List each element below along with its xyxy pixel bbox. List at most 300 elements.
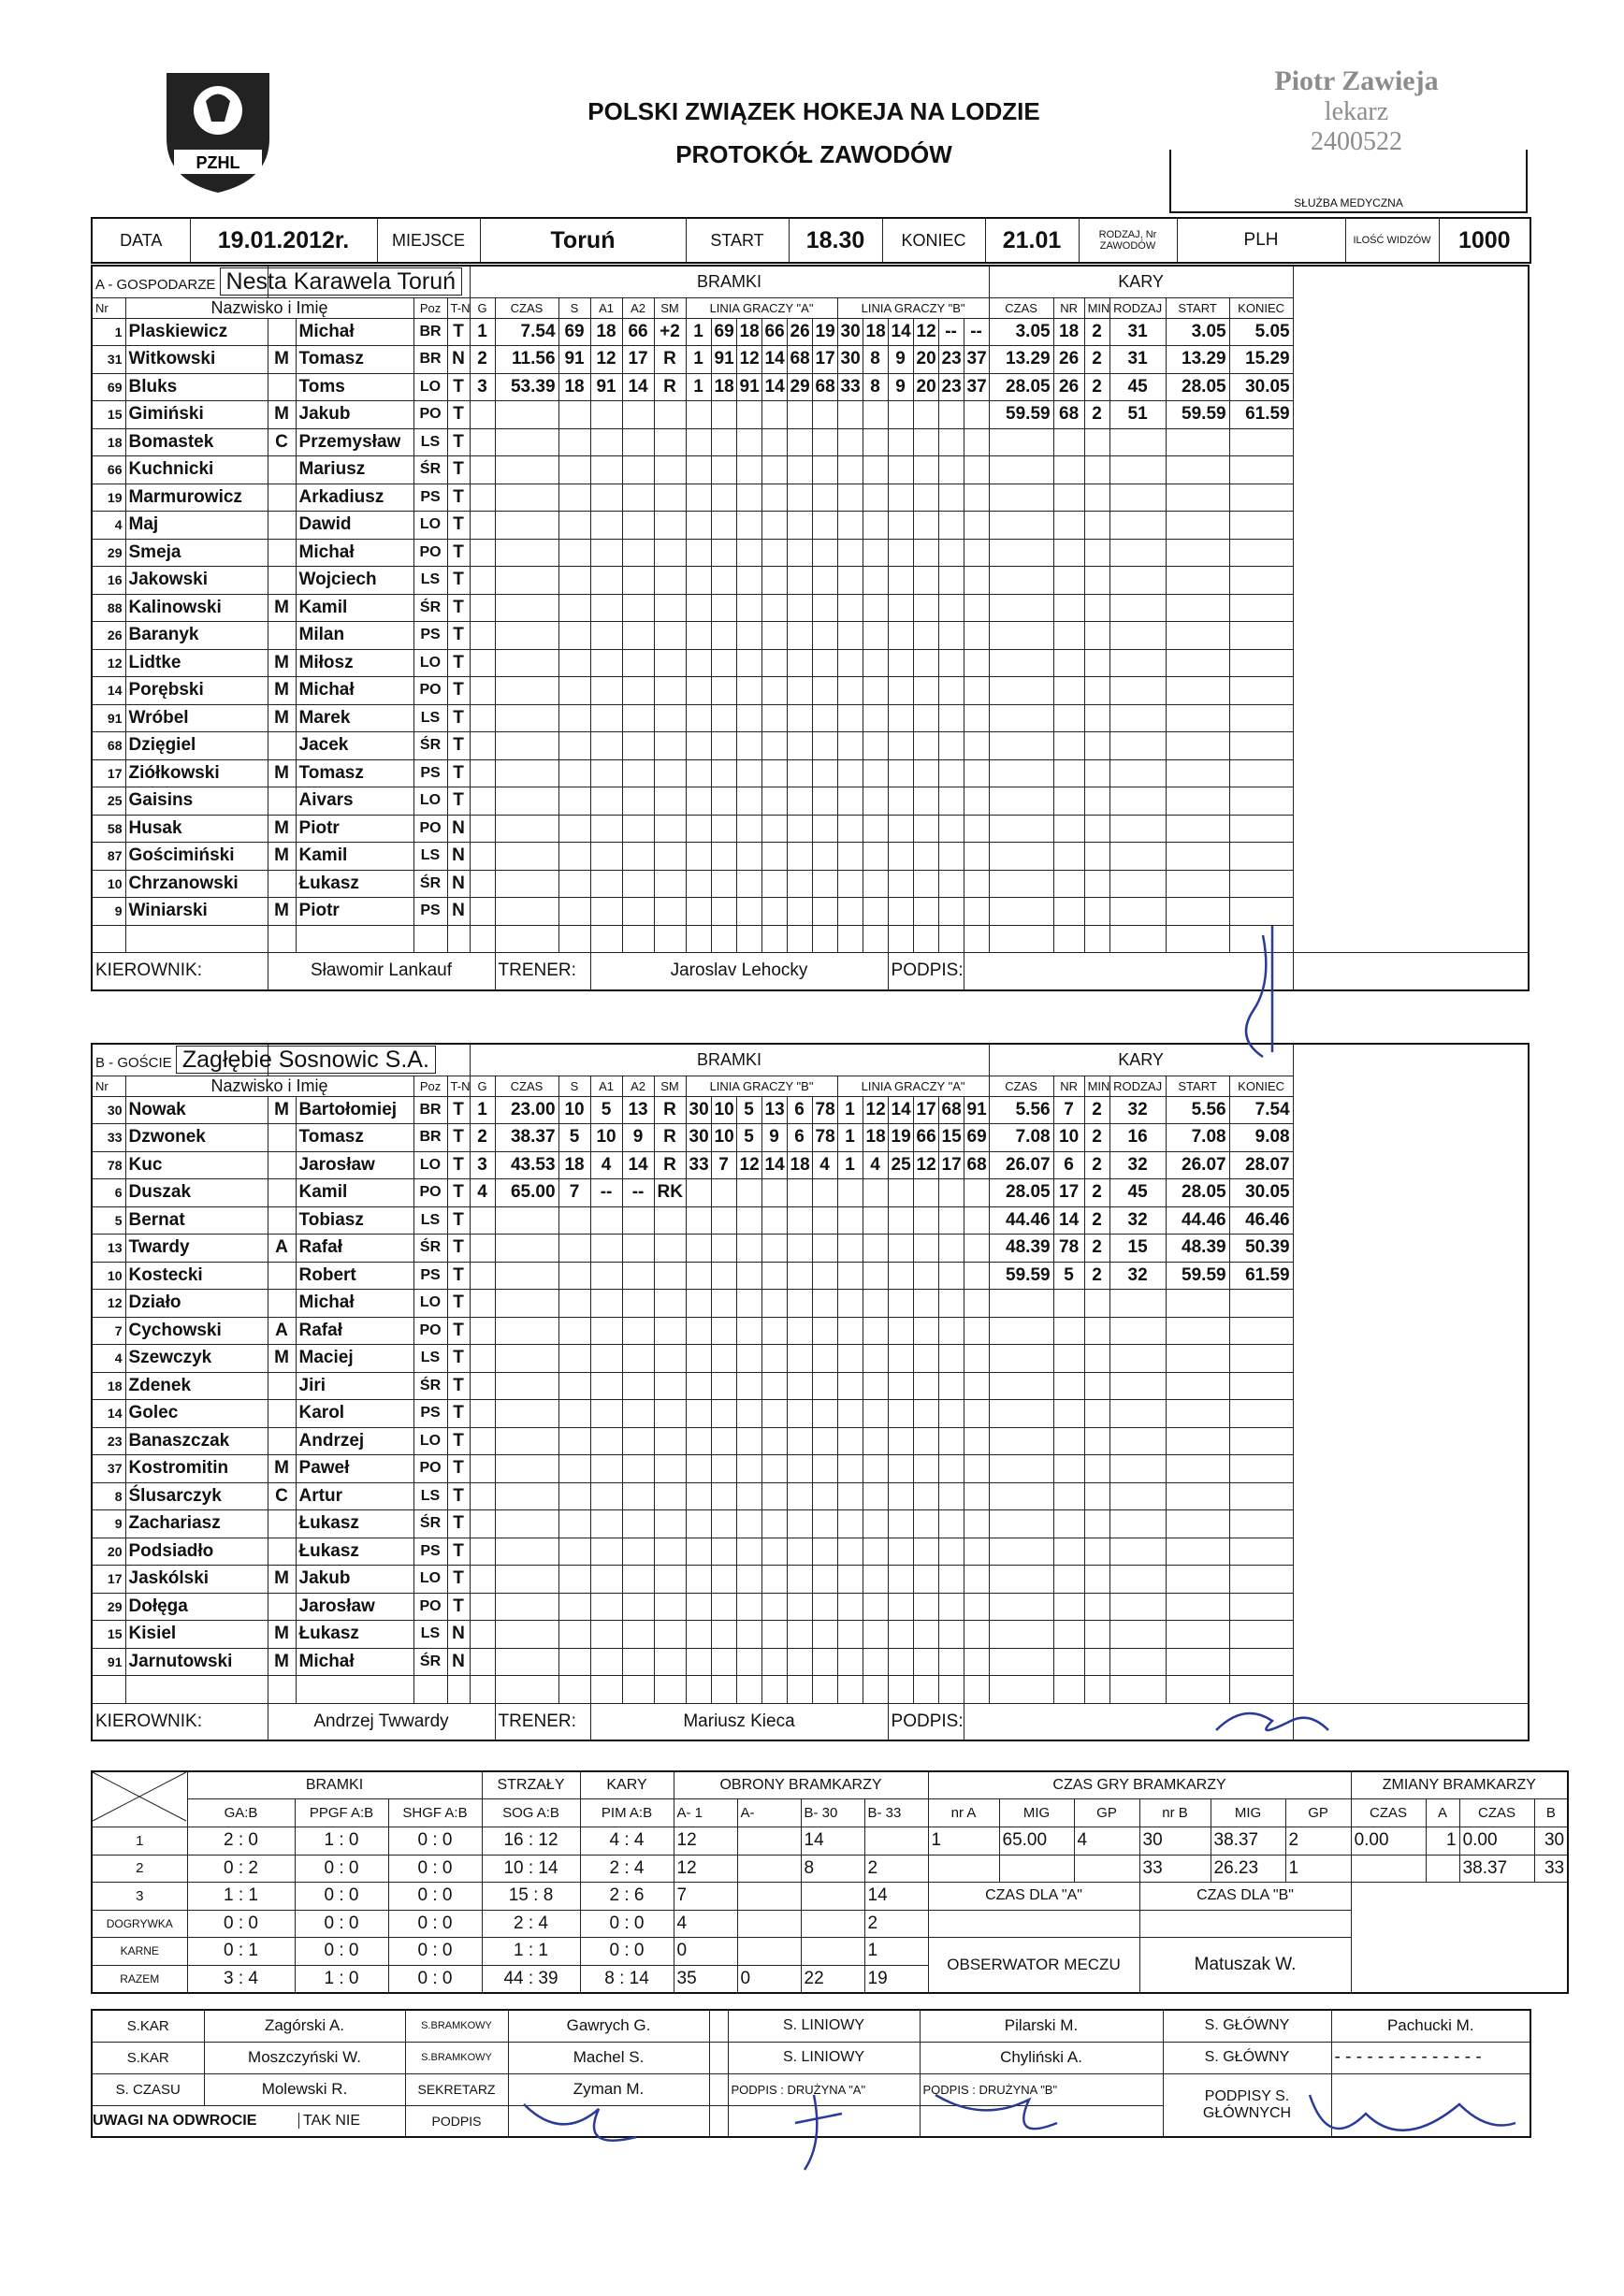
cell: Kamil (296, 1179, 413, 1207)
cell: 18 (787, 1151, 812, 1179)
cell: 8 (92, 1482, 125, 1510)
cell: T (447, 594, 470, 622)
cell: Michał (296, 318, 413, 346)
cell: 5.56 (1166, 1096, 1229, 1124)
cell: BR (413, 1124, 447, 1152)
cell: 68 (938, 1096, 964, 1124)
cell: 17 (913, 1096, 938, 1124)
col-header: A1 (590, 1076, 622, 1096)
time-a-label: CZAS DLA "A" (928, 1883, 1139, 1911)
cell: 48.39 (989, 1235, 1053, 1263)
cell: M (268, 843, 296, 871)
cell: 32 (1109, 1206, 1166, 1235)
cell: 0 : 0 (295, 1883, 388, 1911)
cell: Wojciech (296, 567, 413, 595)
org-name: POLSKI ZWIĄZEK HOKEJA NA LODZIE (587, 97, 1040, 125)
cell: 9 (888, 346, 913, 374)
cell: PS (413, 898, 447, 926)
cell: Twardy (125, 1235, 268, 1263)
cell: 0 : 2 (187, 1855, 295, 1883)
cell: LS (413, 1206, 447, 1235)
col-header: LINIA GRACZY "A" (686, 297, 837, 318)
period-label: RAZEM (92, 1965, 187, 1993)
col-header: GP (1285, 1799, 1351, 1827)
col-header: MIG (1211, 1799, 1285, 1827)
col-header: STRZAŁY (482, 1771, 580, 1799)
cell: 5.05 (1229, 318, 1293, 346)
cell: 2 (1084, 401, 1109, 429)
col-header: MIN (1084, 1076, 1109, 1096)
coach-name: Jaroslav Lehocky (590, 953, 888, 990)
cell: 37 (92, 1455, 125, 1483)
cell: T (447, 456, 470, 484)
cell: 69 (92, 373, 125, 401)
cell: M (268, 594, 296, 622)
cell: LS (413, 567, 447, 595)
cell: 14 (761, 373, 787, 401)
cell: 14 (888, 318, 913, 346)
cell: 15 (92, 1621, 125, 1649)
cell: 29 (92, 539, 125, 567)
cell: LO (413, 649, 447, 677)
cell: ŚR (413, 870, 447, 898)
cell: 10 (92, 870, 125, 898)
cell: M (268, 898, 296, 926)
official-label: S. LINIOWY (728, 2010, 920, 2042)
cell: 31 (92, 346, 125, 374)
coach-name: Mariusz Kieca (590, 1703, 888, 1740)
cell: 14 (1053, 1206, 1084, 1235)
cell: Rafał (296, 1317, 413, 1345)
cell: T (447, 1096, 470, 1124)
cell: 69 (558, 318, 590, 346)
cell: 19 (888, 1124, 913, 1152)
cell: Kuchnicki (125, 456, 268, 484)
col-header: PIM A:B (580, 1799, 674, 1827)
cell: LO (413, 1151, 447, 1179)
cell: LO (413, 1566, 447, 1594)
cell: Husak (125, 815, 268, 843)
cell: 18 (736, 318, 761, 346)
cell: Kostecki (125, 1262, 268, 1290)
cell: T (447, 1538, 470, 1566)
cell: C (268, 428, 296, 456)
signature-label: PODPIS: (888, 953, 964, 990)
cell: N (447, 843, 470, 871)
cell: 6 (1053, 1151, 1084, 1179)
cell: ŚR (413, 1510, 447, 1538)
cell: T (447, 1400, 470, 1428)
cell: 14 (622, 1151, 654, 1179)
official-name: Molewski R. (204, 2073, 405, 2105)
cell: A (268, 1235, 296, 1263)
cell: M (268, 1096, 296, 1124)
cell: 10 : 14 (482, 1855, 580, 1883)
cell: 18 (558, 373, 590, 401)
cell: 38.37 (495, 1124, 558, 1152)
cell: 17 (938, 1151, 964, 1179)
cell: Kamil (296, 843, 413, 871)
cell: 18 (590, 318, 622, 346)
cell: 10 (92, 1262, 125, 1290)
cell: 8 (863, 373, 888, 401)
cell: N (447, 1621, 470, 1649)
cell: 16 (1109, 1124, 1166, 1152)
col-header: G (470, 1076, 495, 1096)
cell: 8 : 14 (580, 1965, 674, 1993)
col-header: S (558, 297, 590, 318)
cell: T (447, 1179, 470, 1207)
col-header: ZMIANY BRAMKARZY (1351, 1771, 1568, 1799)
cell: 91 (558, 346, 590, 374)
cell: LO (413, 787, 447, 816)
cell: 78 (812, 1096, 837, 1124)
cell: 16 : 12 (482, 1827, 580, 1856)
cell: Kalinowski (125, 594, 268, 622)
cell: Ziółkowski (125, 759, 268, 787)
cell: 68 (964, 1151, 989, 1179)
cell: 7 (92, 1317, 125, 1345)
cell: Maj (125, 512, 268, 540)
cell: 6 (787, 1124, 812, 1152)
svg-text:PZHL: PZHL (196, 153, 240, 172)
cell: 4 (1074, 1827, 1139, 1856)
cell: 68 (787, 346, 812, 374)
goals-header: BRAMKI (470, 1044, 989, 1076)
cell: 4 (470, 1179, 495, 1207)
cell: 5 (590, 1096, 622, 1124)
cell: BR (413, 1096, 447, 1124)
official-label: S.BRAMKOWY (405, 2010, 508, 2042)
cell: Tomasz (296, 346, 413, 374)
cell: Kamil (296, 594, 413, 622)
cell: 38.37 (1211, 1827, 1285, 1856)
cell: 66 (761, 318, 787, 346)
cell: T (447, 1262, 470, 1290)
cell: 2 : 6 (580, 1883, 674, 1911)
cell: ŚR (413, 1372, 447, 1400)
cell: 91 (736, 373, 761, 401)
cell: 0 : 0 (388, 1965, 482, 1993)
cell: N (447, 346, 470, 374)
cell: 18 (92, 428, 125, 456)
col-header: CZAS GRY BRAMKARZY (928, 1771, 1351, 1799)
cell: 7 (674, 1883, 737, 1911)
cell: Łukasz (296, 1510, 413, 1538)
cell: Duszak (125, 1179, 268, 1207)
cell: ŚR (413, 456, 447, 484)
cell: LO (413, 1290, 447, 1318)
cell: Toms (296, 373, 413, 401)
cell: 9 (622, 1124, 654, 1152)
official-label: S.KAR (92, 2010, 204, 2042)
cell: 14 (864, 1883, 928, 1911)
period-label: 3 (92, 1883, 187, 1911)
cell: 1 : 1 (187, 1883, 295, 1911)
cell: 4 (863, 1151, 888, 1179)
cell: N (447, 1648, 470, 1676)
cell: 3.05 (989, 318, 1053, 346)
col-header: CZAS (495, 1076, 558, 1096)
cell: Milan (296, 622, 413, 650)
cell: 30 (1534, 1827, 1568, 1856)
col-header: BRAMKI (187, 1771, 482, 1799)
cell: 7.08 (1166, 1124, 1229, 1152)
cell: 88 (92, 594, 125, 622)
cell: 37 (964, 346, 989, 374)
cell: T (447, 704, 470, 732)
cell: 0 : 0 (388, 1827, 482, 1856)
manager-name: Sławomir Lankauf (268, 953, 495, 990)
cell: 25 (888, 1151, 913, 1179)
cell: 18 (863, 318, 888, 346)
cell: 1 (686, 318, 711, 346)
cell: 9 (92, 898, 125, 926)
cell: 23.00 (495, 1096, 558, 1124)
cell: M (268, 649, 296, 677)
cell: 1 : 0 (295, 1827, 388, 1856)
cell: 1 (837, 1151, 863, 1179)
cell: T (447, 1510, 470, 1538)
cell: 4 : 4 (580, 1827, 674, 1856)
cell: 5 (736, 1124, 761, 1152)
cell: 0 : 0 (187, 1910, 295, 1938)
cell: M (268, 1621, 296, 1649)
official-label: S. GŁÓWNY (1163, 2010, 1331, 2042)
cell: Nowak (125, 1096, 268, 1124)
cell: T (447, 1151, 470, 1179)
cell: 7 (1053, 1096, 1084, 1124)
cell: M (268, 1345, 296, 1373)
cell: PS (413, 484, 447, 512)
cell: 26 (787, 318, 812, 346)
cell: 59.59 (1166, 401, 1229, 429)
cell: R (654, 1096, 686, 1124)
col-header: T-N (447, 297, 470, 318)
cell: 14 (761, 346, 787, 374)
col-header: Nr (92, 1076, 125, 1096)
cell: 0 : 0 (388, 1883, 482, 1911)
cell: 26 (1053, 346, 1084, 374)
cell: Jarnutowski (125, 1648, 268, 1676)
cell: 26 (1053, 373, 1084, 401)
cell: 0 : 0 (388, 1855, 482, 1883)
col-header: CZAS (989, 297, 1053, 318)
cell: Działo (125, 1290, 268, 1318)
col-header: Nazwisko i Imię (125, 297, 413, 318)
cell: 9 (92, 1510, 125, 1538)
official-name: Zagórski A. (204, 2010, 405, 2042)
cell: Smeja (125, 539, 268, 567)
cell: 1 (92, 318, 125, 346)
cell: 4 (674, 1910, 737, 1938)
penalties-header: KARY (989, 1044, 1293, 1076)
cell: 2 (864, 1910, 928, 1938)
col-header: A- (737, 1799, 801, 1827)
cell: 2 (1084, 318, 1109, 346)
cell: M (268, 815, 296, 843)
cell: Jakowski (125, 567, 268, 595)
manager-label: KIEROWNIK: (92, 1703, 268, 1740)
remarks-choice: TAK NIE (298, 2113, 360, 2129)
cell: 1 (686, 346, 711, 374)
col-header: LINIA GRACZY "A" (837, 1076, 989, 1096)
cell: 4 (92, 512, 125, 540)
col-header: START (1166, 1076, 1229, 1096)
cell: PO (413, 1317, 447, 1345)
cell: 0 (737, 1965, 801, 1993)
cell: 53.39 (495, 373, 558, 401)
cell: 33 (92, 1124, 125, 1152)
cell: 13.29 (989, 346, 1053, 374)
cell: M (268, 1648, 296, 1676)
cell: Witkowski (125, 346, 268, 374)
cell: T (447, 732, 470, 760)
col-header: GP (1074, 1799, 1139, 1827)
cell: 26.23 (1211, 1855, 1285, 1883)
cell: 0 : 0 (295, 1938, 388, 1966)
cell: 78 (812, 1124, 837, 1152)
col-header: S (558, 1076, 590, 1096)
cell: 15 (1109, 1235, 1166, 1263)
cell: 9 (888, 373, 913, 401)
cell: 20 (913, 346, 938, 374)
cell: 2 (470, 1124, 495, 1152)
cell: 5 (92, 1206, 125, 1235)
cell: N (447, 898, 470, 926)
cell: ŚR (413, 1648, 447, 1676)
col-header: LINIA GRACZY "B" (837, 297, 989, 318)
cell: 13 (761, 1096, 787, 1124)
cell: 28.05 (1166, 1179, 1229, 1207)
cell: 13 (622, 1096, 654, 1124)
cell: 28.05 (989, 373, 1053, 401)
team-name: Zagłębie Sosnowic S.A. (176, 1046, 436, 1074)
cell: Dawid (296, 512, 413, 540)
cell: RK (654, 1179, 686, 1207)
signature-label: PODPIS: (888, 1703, 964, 1740)
cell: Podsiadło (125, 1538, 268, 1566)
cell: T (447, 787, 470, 816)
cell: Rafał (296, 1235, 413, 1263)
cell: 25 (92, 787, 125, 816)
col-header: RODZAJ (1109, 1076, 1166, 1096)
manager-name: Andrzej Twwardy (268, 1703, 495, 1740)
cell: 45 (1109, 1179, 1166, 1207)
cell: LS (413, 1621, 447, 1649)
cell: T (447, 484, 470, 512)
referee-signatures-label: PODPISY S. GŁÓWNYCH (1163, 2073, 1331, 2137)
col-header: B- 33 (864, 1799, 928, 1827)
col-header: KARY (580, 1771, 674, 1799)
col-header: Poz (413, 1076, 447, 1096)
cell: 19 (864, 1965, 928, 1993)
cell: 59.59 (989, 401, 1053, 429)
cell: 3.05 (1166, 318, 1229, 346)
cell: ŚR (413, 732, 447, 760)
cell: Tomasz (296, 759, 413, 787)
cell: 66 (913, 1124, 938, 1152)
cell: Maciej (296, 1345, 413, 1373)
cell: 10 (711, 1124, 736, 1152)
cell: 1 : 0 (295, 1965, 388, 1993)
cell: Dzwonek (125, 1124, 268, 1152)
cell: 15 (938, 1124, 964, 1152)
cell: T (447, 649, 470, 677)
col-header: LINIA GRACZY "B" (686, 1076, 837, 1096)
cell: T (447, 1372, 470, 1400)
cell: 5 (1053, 1262, 1084, 1290)
cell: Gaisins (125, 787, 268, 816)
cell: 14 (92, 677, 125, 705)
cell: 2 (864, 1855, 928, 1883)
cell: 17 (812, 346, 837, 374)
cell: 44.46 (1166, 1206, 1229, 1235)
cell: M (268, 1566, 296, 1594)
coach-label: TRENER: (495, 1703, 590, 1740)
cell: 68 (812, 373, 837, 401)
cell: 1 (1426, 1827, 1459, 1856)
period-label: 1 (92, 1827, 187, 1856)
goals-header: BRAMKI (470, 266, 989, 297)
cell: Mariusz (296, 456, 413, 484)
col-header: RODZAJ (1109, 297, 1166, 318)
cell: 9.08 (1229, 1124, 1293, 1152)
cell: Wróbel (125, 704, 268, 732)
cell: 28.05 (989, 1179, 1053, 1207)
cell: BR (413, 346, 447, 374)
cell: 91 (590, 373, 622, 401)
cell: 2 : 4 (580, 1855, 674, 1883)
cell: -- (964, 318, 989, 346)
cell: 30 (686, 1096, 711, 1124)
cell: R (654, 373, 686, 401)
cell: 61.59 (1229, 401, 1293, 429)
cell: 45 (1109, 373, 1166, 401)
cell: 1 (470, 1096, 495, 1124)
cell: 18 (711, 373, 736, 401)
cell: 7.08 (989, 1124, 1053, 1152)
cell: Artur (296, 1482, 413, 1510)
cell: 26.07 (989, 1151, 1053, 1179)
cell: 31 (1109, 318, 1166, 346)
team-label: B - GOŚCIE (95, 1054, 172, 1071)
cell: 23 (938, 346, 964, 374)
cell: Gimiński (125, 401, 268, 429)
cell: 30 (837, 346, 863, 374)
cell: 9 (761, 1124, 787, 1152)
team-a-signature-label: PODPIS : DRUŻYNA "A" (728, 2073, 920, 2105)
cell: 20 (92, 1538, 125, 1566)
official-label: S. LINIOWY (728, 2042, 920, 2073)
cell: 23 (92, 1427, 125, 1455)
official-name: Pachucki M. (1331, 2010, 1530, 2042)
cell: Jiri (296, 1372, 413, 1400)
cell: 18 (92, 1372, 125, 1400)
cell: 5 (558, 1124, 590, 1152)
cell: Robert (296, 1262, 413, 1290)
col-header: NR (1053, 297, 1084, 318)
cell: 19 (92, 484, 125, 512)
cell: 14 (888, 1096, 913, 1124)
cell: PO (413, 401, 447, 429)
cell: ŚR (413, 1235, 447, 1263)
col-header: CZAS (495, 297, 558, 318)
cell: 0 (674, 1938, 737, 1966)
cell: R (654, 1124, 686, 1152)
cell: R (654, 346, 686, 374)
cell: T (447, 373, 470, 401)
